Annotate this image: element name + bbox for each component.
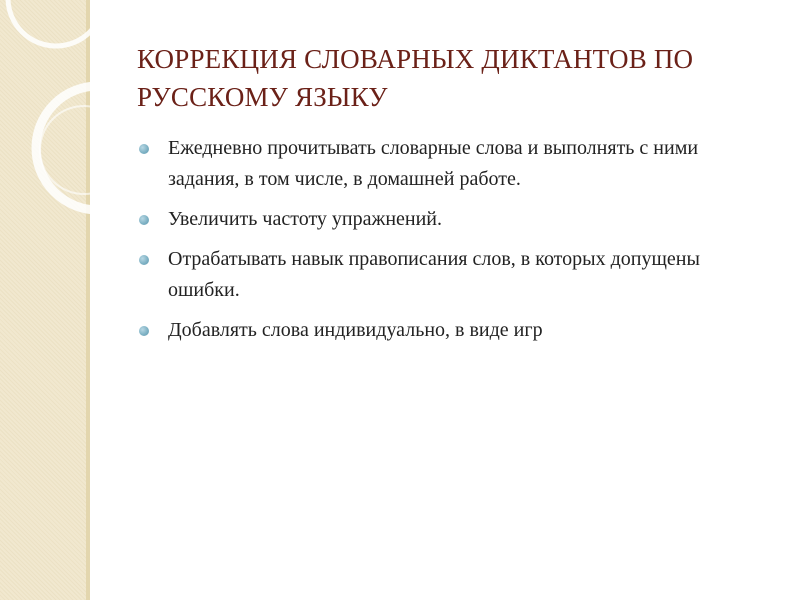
bullet-text: Отрабатывать навык правописания слов, в которых допущены ошибки. <box>168 248 700 301</box>
round-bullet-icon <box>139 144 149 154</box>
slide-title: КОРРЕКЦИЯ СЛОВАРНЫХ ДИКТАНТОВ ПО РУССКОМУ ЯЗЫКУ <box>137 44 694 112</box>
list-item <box>138 315 758 346</box>
list-item <box>138 204 758 235</box>
round-bullet-icon <box>139 215 149 225</box>
bullet-text: Добавлять слова индивидуально, в виде игр <box>168 319 543 341</box>
list-item <box>138 244 758 306</box>
bullet-text: Увеличить частоту упражнений. <box>168 208 443 230</box>
round-bullet-icon <box>139 255 149 265</box>
round-bullet-icon <box>139 326 149 336</box>
bullet-text: Ежедневно прочитывать словарные слова и выполнять с ними задания, в том числе, в домашней работе. <box>168 137 699 190</box>
bullet-list <box>138 133 758 355</box>
list-item <box>138 133 758 195</box>
